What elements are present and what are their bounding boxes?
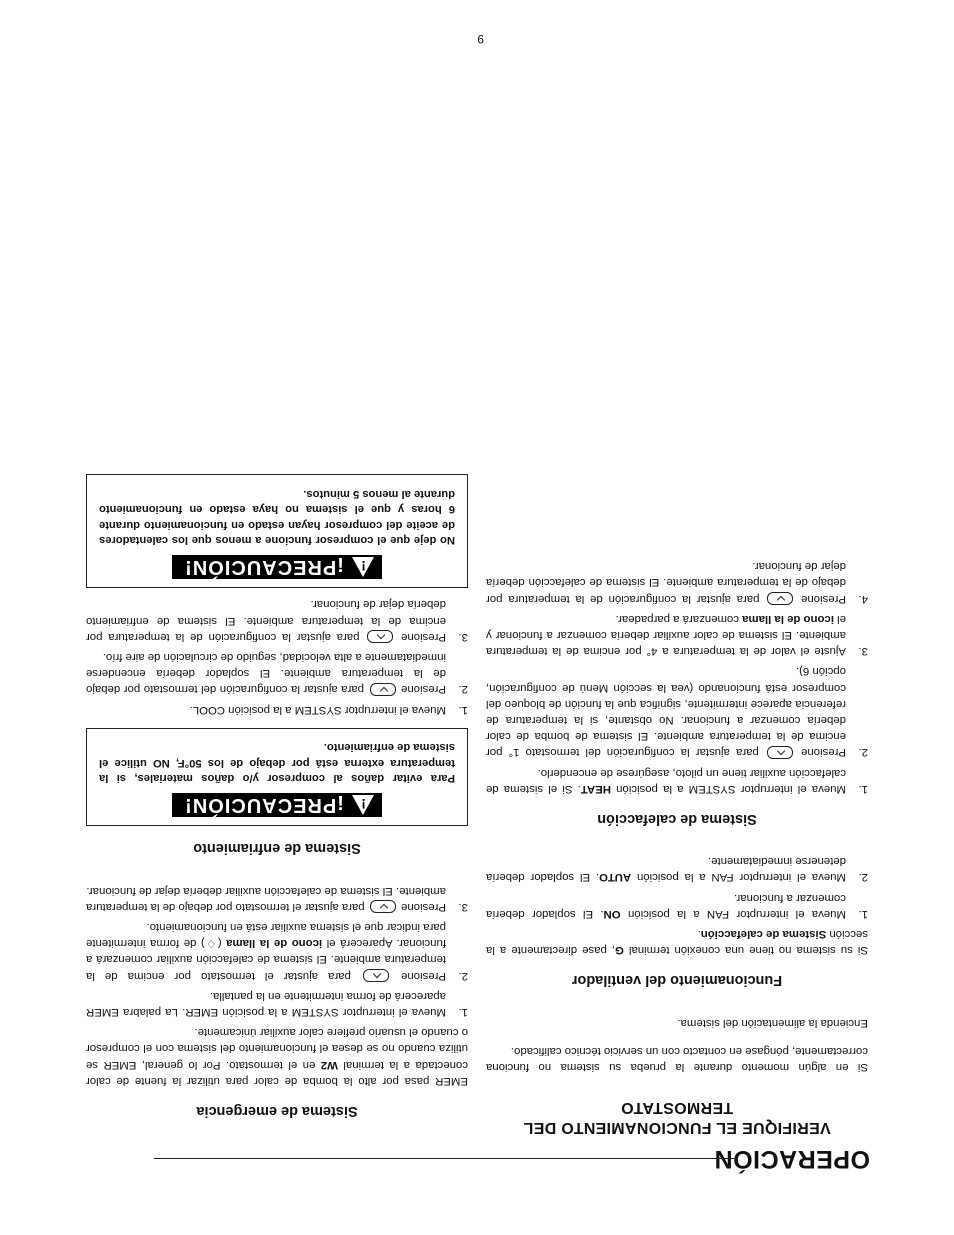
list-item: 1. Mueva el interruptor FAN a la posición ON. El soplador debería comenzar a funcionar. bbox=[486, 891, 868, 920]
list-item: 1. Mueva el interruptor SYSTEM a la posición COOL. bbox=[189, 703, 468, 716]
list-item: 4. Presione para ajustar la configuración de la temperatura por debajo de la temperatura ambiente. El sistema de calefacción debería dejar de funcionar. bbox=[485, 560, 868, 605]
fan-steps bbox=[486, 853, 868, 922]
cooling-section bbox=[86, 474, 468, 856]
verify-heading bbox=[486, 1097, 868, 1137]
caution-text: No deje que el compresor funcione a menos que los calentadores de aceite del compresor hayan estado en funcionamiento durante 6 horas y que el sistema no haya estado en funcionamiento durante al menos 5 minutos. bbox=[99, 487, 455, 547]
list-item: 2. Presione para ajustar la configuración del termostato 1° por encima de la temperatura ambiente. El sistema de bomba de calor debería comenzar a funcionar. No obstante, si la temperatura de referencia aparece intermitente, significa que la función de bloqueo del compresor está funcionando (vea la sección Menú de configuración, opción 6). bbox=[486, 665, 868, 759]
emergency-steps bbox=[86, 882, 468, 1020]
emergency-heading: Sistema de emergencia bbox=[196, 1103, 358, 1119]
list-item: 3. Presione para ajustar el termostato por debajo de la temperatura ambiente. El sistema de calefacción auxiliar debería dejar de funcionar. bbox=[85, 884, 468, 913]
fan-section bbox=[486, 853, 868, 988]
list-item: 3. Ajuste el valor de la temperatura a 4° por encima de la temperatura ambiente. El sistema de calor auxiliar debería comenzar a funcionar y el icono de la llama comenzará a parpadear. bbox=[486, 612, 868, 658]
heating-steps bbox=[486, 558, 868, 797]
caution-triangle-icon: ! bbox=[352, 795, 374, 815]
caution-label: ¡PRECAUCIÓN! bbox=[184, 556, 344, 579]
list-item: 1. Mueva el interruptor SYSTEM a la posición EMER. La palabra EMER aparecerá de forma intermitente en la pantalla. bbox=[86, 989, 468, 1018]
fan-intro: Si su sistema no tiene una conexión terminal G, pase directamente a la sección Sistema de calefacción. bbox=[486, 927, 868, 957]
caution-box-1 bbox=[86, 728, 468, 827]
down-arrow-button-icon bbox=[767, 592, 793, 605]
verify-paragraph-2: Encienda la alimentación del sistema. bbox=[677, 1016, 868, 1029]
emergency-intro: EMER pasa por alto la bomba de calor para utilizar la fuente de calor conectada a la terminal W2 en el termostato. Por lo general, EMER se utiliza cuando no se desea el funcionamiento del sistema con el compresor o cuando el usuario prefiere calor auxiliar únicamente. bbox=[85, 1026, 468, 1087]
list-item: 2. Mueva el interruptor FAN a la posición AUTO. El soplador debería detenerse inmediatamente. bbox=[486, 855, 868, 884]
section-header-title: OPERACIÓN bbox=[714, 1145, 870, 1173]
left-column bbox=[486, 558, 868, 1137]
down-arrow-button-icon bbox=[370, 900, 396, 913]
caution-text: Para evitar daños al compresor y/o daños materiales, si la temperatura externa está por debajo de los 50°F, NO utilice el sistema de enfriamiento. bbox=[99, 741, 455, 785]
cooling-heading: Sistema de enfriamiento bbox=[193, 840, 361, 857]
list-item: 3. Presione para ajustar la configuración de la temperatura por encima de la temperatura ambiente. El sistema de enfriamiento debería dejar de funcionar. bbox=[85, 598, 468, 643]
page-number: 9 bbox=[477, 32, 484, 46]
up-arrow-button-icon bbox=[767, 746, 793, 759]
verify-heading-line1: VERIFIQUE EL FUNCIONAMIENTO DEL bbox=[523, 1119, 831, 1136]
header-rule bbox=[154, 1158, 734, 1159]
list-item: 1. Mueva el interruptor SYSTEM a la posición HEAT. Si el sistema de calefacción auxiliar tiene un piloto, asegúrese de encenderlo. bbox=[485, 766, 868, 795]
caution-label: ¡PRECAUCIÓN! bbox=[184, 794, 344, 817]
up-arrow-button-icon bbox=[367, 630, 393, 643]
verify-heading-line2: TERMOSTATO bbox=[620, 1099, 734, 1116]
heating-section bbox=[486, 558, 868, 827]
caution-box-2 bbox=[86, 474, 468, 588]
list-item: 2. Presione para ajustar el termostato por encima de la temperatura ambiente. El sistema de calefacción auxiliar comenzará a funcionar. Aparecerá el icono de la llama (♢) de forma intermitente para indicar que el sistema auxiliar está en funcionamiento. bbox=[86, 920, 468, 982]
caution-banner bbox=[172, 793, 382, 817]
caution-triangle-icon: ! bbox=[352, 557, 374, 577]
down-arrow-button-icon bbox=[370, 683, 396, 696]
heating-heading: Sistema de calefacción bbox=[597, 810, 757, 827]
caution-banner bbox=[172, 555, 382, 579]
up-arrow-button-icon bbox=[363, 969, 389, 982]
verify-paragraph-1: Si en algún momento durante la prueba su sistema no funciona correctamente, póngase en contacto con un servicio técnico calificado. bbox=[486, 1044, 868, 1073]
list-item: 2. Presione para ajustar la configuración del termostato por debajo de la temperatura ambiente. El soplador debería encenderse inmediatamente a alta velocidad, seguido de circulación de aire frío. bbox=[86, 651, 468, 696]
cooling-steps bbox=[86, 596, 468, 717]
right-column bbox=[86, 464, 468, 1137]
fan-heading: Funcionamiento del ventilador bbox=[571, 972, 783, 989]
